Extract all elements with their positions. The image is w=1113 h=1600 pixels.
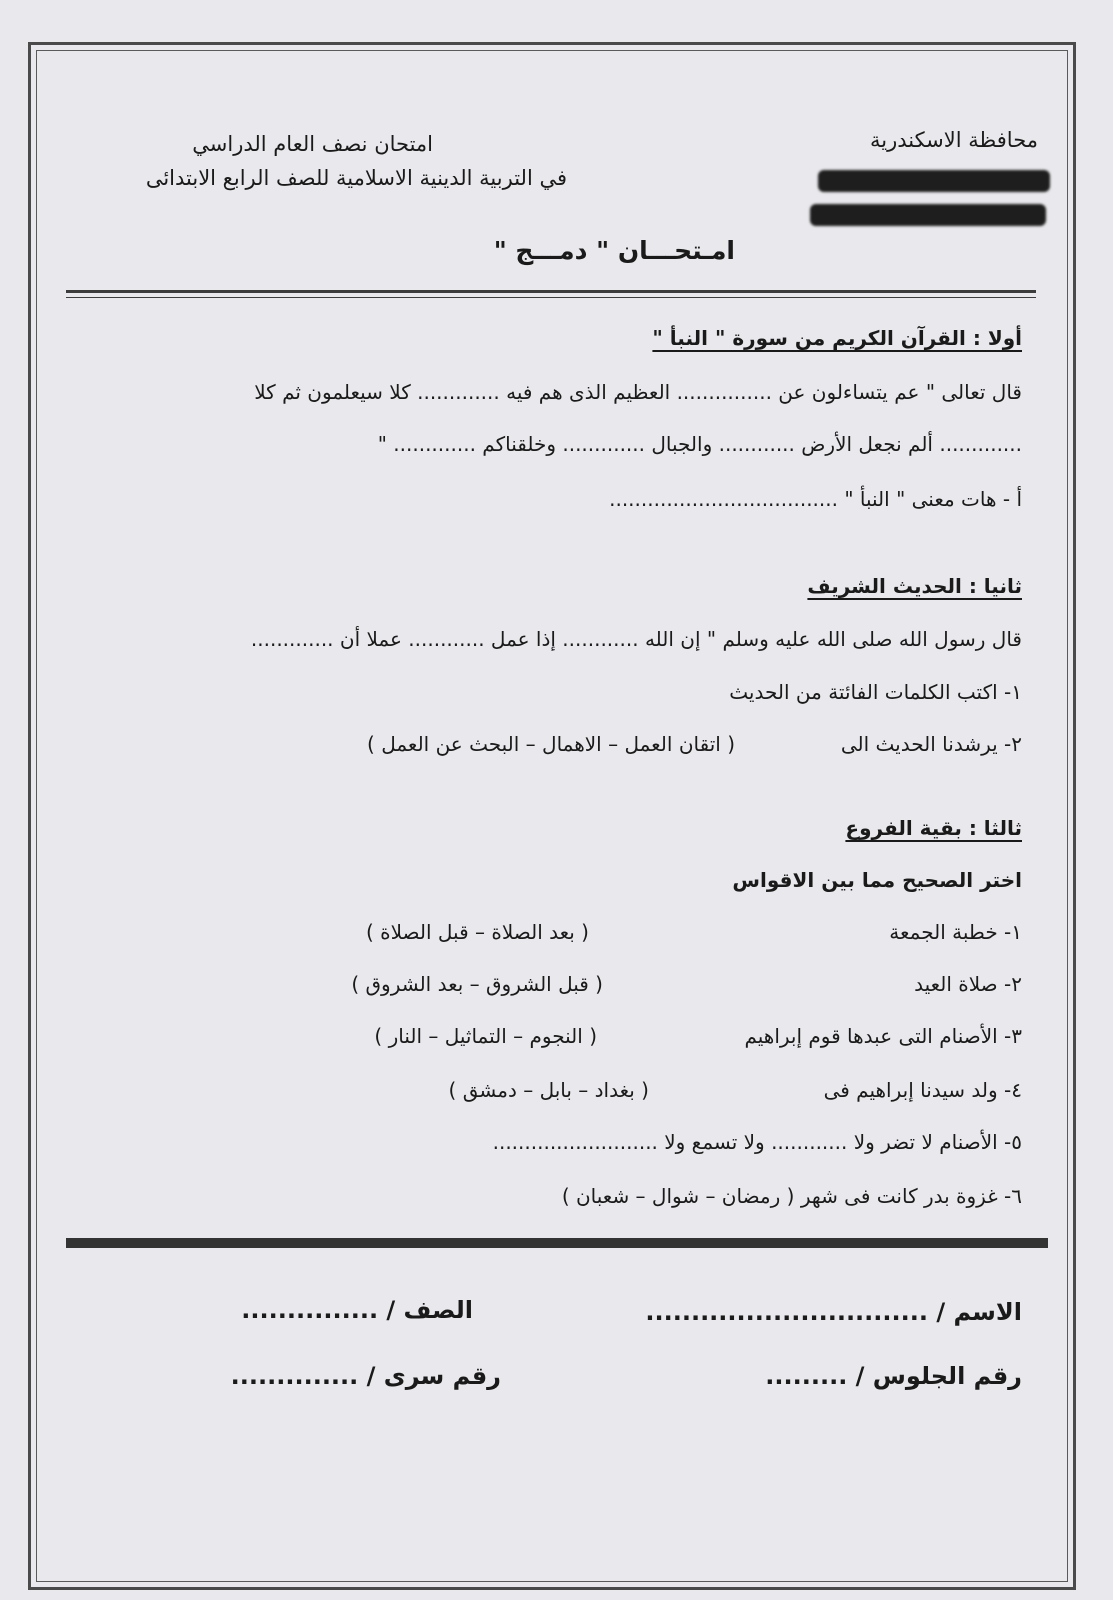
governorate-label: محافظة الاسكندرية — [869, 128, 1038, 152]
section3-item2-options: ( قبل الشروق – بعد الشروق ) — [351, 972, 603, 996]
section3-item2-label: ٢- صلاة العيد — [914, 972, 1022, 996]
exam-type-title: امـتحـــان " دمـــج " — [493, 236, 735, 265]
section2-question2-label: ٢- يرشدنا الحديث الى — [840, 732, 1022, 756]
header-divider-thin — [66, 297, 1036, 298]
seat-number-field: رقم الجلوس / ......... — [765, 1362, 1022, 1390]
section3-item1-options: ( بعد الصلاة – قبل الصلاة ) — [365, 920, 589, 944]
exam-title-line1: امتحان نصف العام الدراسي — [192, 132, 433, 156]
section2-hadith-line: قال رسول الله صلى الله عليه وسلم " إن الله ............ إذا عمل ............ عملا أن ............. — [250, 627, 1022, 651]
student-name-field: الاسم / ............................... — [645, 1298, 1022, 1326]
header-divider — [66, 290, 1036, 293]
redacted-administration — [818, 170, 1050, 192]
exam-title-line2: في التربية الدينية الاسلامية للصف الرابع الابتدائى — [145, 166, 567, 190]
section3-item4-options: ( بغداد – بابل – دمشق ) — [448, 1078, 649, 1102]
section3-item3-label: ٣- الأصنام التى عبدها قوم إبراهيم — [744, 1024, 1022, 1048]
section2-question1: ١- اكتب الكلمات الفائتة من الحديث — [729, 680, 1022, 704]
section3-item1-label: ١- خطبة الجمعة — [889, 920, 1022, 944]
section2-question2-options: ( اتقان العمل – الاهمال – البحث عن العمل ) — [367, 732, 735, 756]
secret-number-field: رقم سرى / .............. — [230, 1362, 501, 1390]
section3-item4-label: ٤- ولد سيدنا إبراهيم فى — [823, 1078, 1022, 1102]
section3-item5: ٥- الأصنام لا تضر ولا ............ ولا تسمع ولا .......................... — [492, 1130, 1022, 1154]
section1-verse-line1: قال تعالى " عم يتساءلون عن ............... العظيم الذى هم فيه ............. كلا سيعلمون ثم كلا — [254, 380, 1022, 404]
section3-item6: ٦- غزوة بدر كانت فى شهر ( رمضان – شوال – شعبان ) — [561, 1184, 1022, 1208]
section3-instruction: اختر الصحيح مما بين الاقواس — [732, 868, 1022, 892]
section2-title: ثانيا : الحديث الشريف — [807, 574, 1022, 598]
class-field: الصف / ............... — [241, 1296, 473, 1324]
section3-item3-options: ( النجوم – التماثيل – النار ) — [374, 1024, 597, 1048]
section1-question-a: أ - هات معنى " النبأ " .................................... — [609, 487, 1022, 511]
section3-title: ثالثا : بقية الفروع — [845, 816, 1022, 840]
section1-title: أولا : القرآن الكريم من سورة " النبأ " — [652, 326, 1022, 350]
footer-divider — [66, 1238, 1048, 1248]
section1-verse-line2: ............. ألم نجعل الأرض ............ والجبال ............. وخلقناكم ............. " — [377, 432, 1022, 456]
redacted-school — [810, 204, 1046, 226]
